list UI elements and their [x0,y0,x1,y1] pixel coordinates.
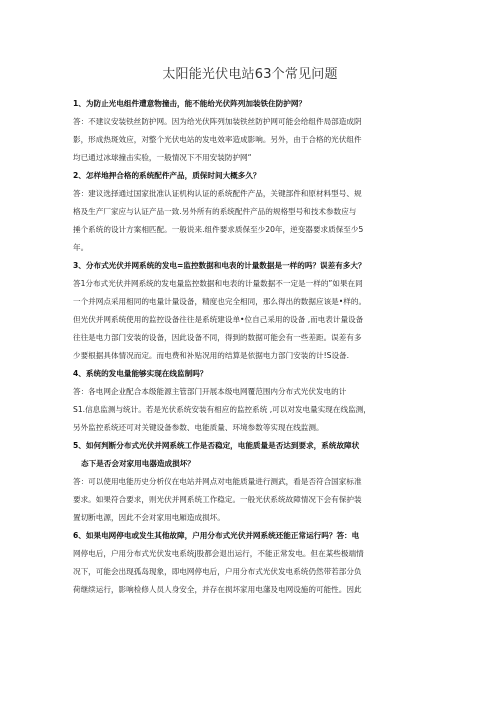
answer-line: 网停电后，户用分布式光伏发电系统j股都会退出运行，不能正常发电。但在某些极端情 [73,549,364,558]
answer-line: 要求。如果符合要求，则光伏并网系统工作稳定。一般光伏系统故障情况下会有保护装 [73,495,362,504]
answer-line: 但光伏并网系统使用的监控设备往往是系统建设单•位自己采用的设备 ,而电表计量设备 [73,315,364,324]
answer-line: 答：建议选择通过国家批准认证机构认证的系统配件产品，关键部件和原材料型号、规 [73,189,362,198]
answer-line: 况下，可能会出现孤岛现象，即电网停电后，户用分布式光伏发电系统仍然带若部分负 [73,567,362,576]
answer-line: 荷继续运行，影响检修人员人身安全，并存在损坏家用电藩及电网设施的可能性。因此 [73,585,362,594]
answer-line: 均已通过冰球撞击实验，一般情况下不用安装防护网“ [73,153,252,162]
question-line: 态下是否会对家用电器造成损坏？ [81,459,195,468]
answer-line: 置切断电源，因此不会对家用电厢造成损坏。 [73,513,225,522]
answer-line: 一个并网点采用相同的电量计量设备，精度也完全相同，那么得出的数据应该是•样的。 [73,297,367,306]
page-title: 太阳能光伏电站63个常见问题 [162,67,338,82]
answer-line: 格及生产厂家应与认证产品一致.另外所有的系统配件产品的规格型号和技术参数应与 [73,207,357,216]
answer-line: 年。 [73,243,89,252]
answer-line: 答：可以使用电能历史分析仪在电站并网点对电能质量进行测武，看是否符合国家标准 [73,477,362,486]
answer-line: 答：不建议安装铁丝防护网。因为给光伏阵列加装铁丝防护网可能会给组件局部造成阴 [73,117,362,126]
answer-line: 影，形成热斑效应，对整个光伏电站的发电效率造成影响。另外，由于合格的光伏组件 [73,135,362,144]
answer-line: S1.信息监测与统计。若是光伏系统安装有相应的监控系统 ,可以对发电量实现在线监测， [73,405,371,414]
answer-line: 答1分布式光伏并网系统的发电量监控数据和电表的计量数据不一定是一样的”如果在同 [73,279,363,288]
answer-line: 少要根据具体情况而定。而电费和补贴况用的结算是依据电力部门安装的计!S设备. [73,351,350,360]
question-line: 4、系统的发电量能够实现在线监制吗？ [73,369,208,378]
document-body [73,95,429,599]
answer-line: 捶个系统的设计方案相匹配。一般说来.组件要求质保至少20年，逆变器要求质保至少5 [73,225,364,234]
question-line: 3、分布式光伏并网系统的发电=监控数据和电表的计量数据是一样的吗？误差有多大？ [73,261,366,270]
answer-line: 另外监控系统还可对关键设备参数、电能质量、环境参数等实现在线监测。 [73,423,324,432]
answer-line: 往往是电力部门安装的设备，因此设备不同，得到的数据可能会有一些差距。误差有多 [73,333,362,342]
question-line: 1、为防止光电组件遭意物撞击，能不能给光伏阵列加装铁住防护网？ [73,99,307,108]
question-line: 2、怎样地押合格的系统配件产品，质保时间大概多久？ [73,171,261,180]
answer-line: 答：各电网企业配合本级能源主管部门开展本级电网覆范围内分布式光伏发电的计 [73,387,347,396]
question-line: 6、如果电网停电或发生其他故障，户用分布式光伏并网系统还能正常运行吗？答：电 [73,531,360,540]
question-line: 5、如何判断分布式光伏并网系统工作是否稳定，电能质量是否达到要求，系统故障状 [73,441,360,450]
